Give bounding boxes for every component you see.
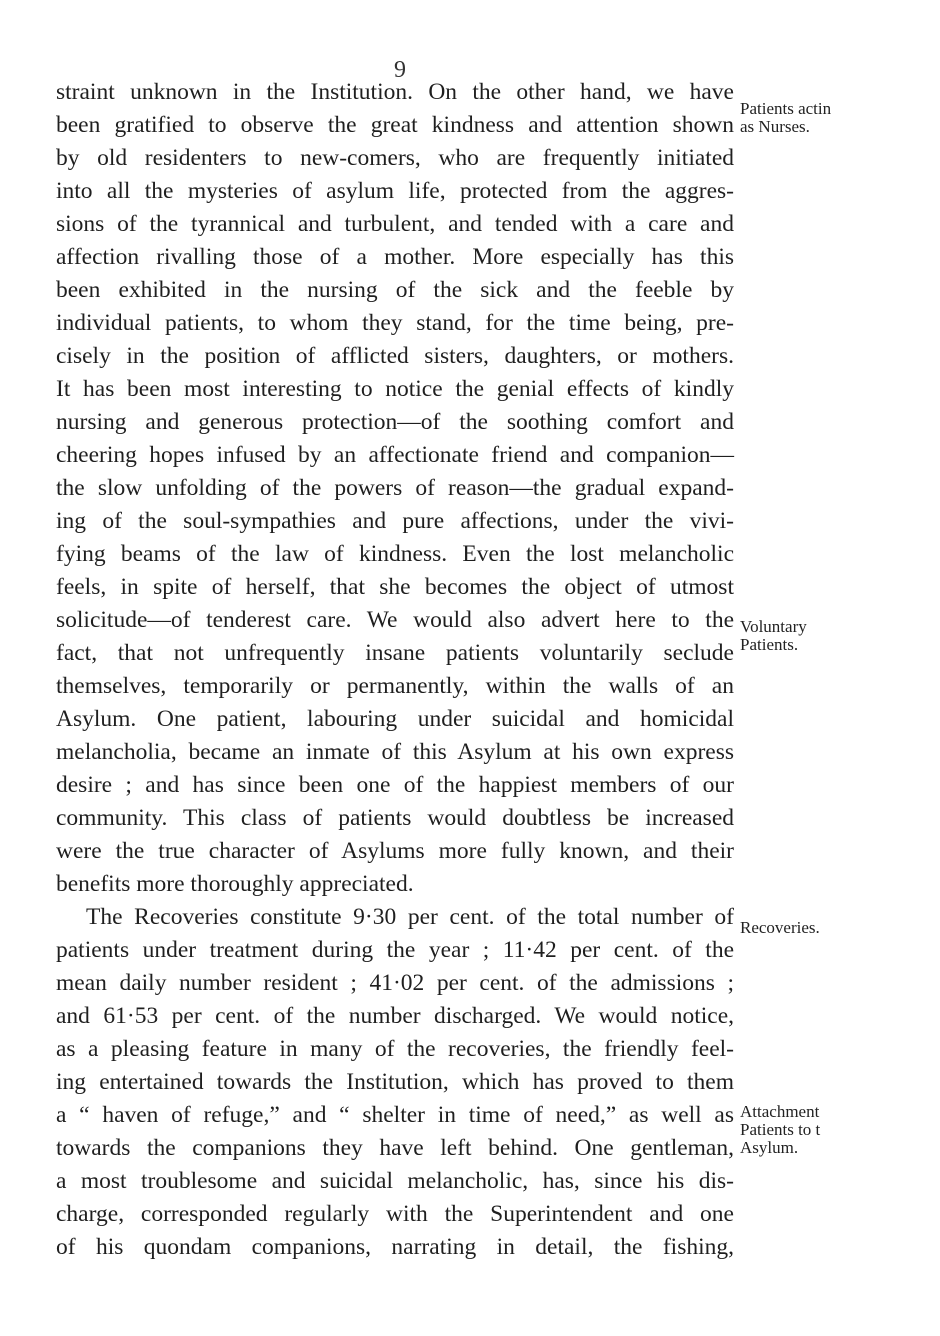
text-line: cheering hopes infused by an affectionate friend and companion— (56, 442, 734, 468)
text-line: as a pleasing feature in many of the recoveries, the friendly feel- (56, 1036, 734, 1062)
text-line: been gratified to observe the great kindness and attention shown (56, 112, 734, 138)
text-line: fact, that not unfrequently insane patients voluntarily seclude (56, 640, 734, 666)
text-line: the slow unfolding of the powers of reason—the gradual expand- (56, 475, 734, 501)
text-line: solicitude—of tenderest care. We would also advert here to the (56, 607, 734, 633)
text-line-paragraph-start: The Recoveries constitute 9·30 per cent. of the total number of (86, 904, 734, 930)
margin-note-patients-nurses: Patients actin (740, 99, 832, 118)
text-line: and 61·53 per cent. of the number discharged. We would notice, (56, 1003, 734, 1029)
text-line: mean daily number resident ; 41·02 per cent. of the admissions ; (56, 970, 734, 996)
margin-note-patients-nurses: as Nurses. (740, 117, 810, 136)
text-line: patients under treatment during the year ; 11·42 per cent. of the (56, 937, 734, 963)
text-line: nursing and generous protection—of the soothing comfort and (56, 409, 734, 435)
text-line: community. This class of patients would doubtless be increased (56, 805, 734, 831)
text-line: cisely in the position of afflicted sisters, daughters, or mothers. (56, 343, 734, 369)
text-line: desire ; and has since been one of the happiest members of our (56, 772, 734, 798)
margin-note-recoveries: Recoveries. (740, 918, 820, 937)
text-line: were the true character of Asylums more fully known, and their (56, 838, 734, 864)
text-line: Asylum. One patient, labouring under suicidal and homicidal (56, 706, 734, 732)
text-line: individual patients, to whom they stand, for the time being, pre- (56, 310, 734, 336)
page-number: 9 (394, 57, 406, 83)
text-line: a most troublesome and suicidal melancholic, has, since his dis- (56, 1168, 734, 1194)
text-line: themselves, temporarily or permanently, within the walls of an (56, 673, 734, 699)
text-line: been exhibited in the nursing of the sick and the feeble by (56, 277, 734, 303)
text-line: feels, in spite of herself, that she becomes the object of utmost (56, 574, 734, 600)
text-line: towards the companions they have left behind. One gentleman, (56, 1135, 734, 1161)
margin-note-attachment: Asylum. (740, 1138, 799, 1157)
text-line: fying beams of the law of kindness. Even the lost melancholic (56, 541, 734, 567)
text-line-paragraph-end: benefits more thoroughly appreciated. (56, 871, 414, 897)
margin-note-voluntary-patients: Voluntary (740, 617, 807, 636)
text-line: into all the mysteries of asylum life, protected from the aggres- (56, 178, 734, 204)
text-line: ing entertained towards the Institution, which has proved to them (56, 1069, 734, 1095)
text-line: of his quondam companions, narrating in detail, the fishing, (56, 1234, 734, 1260)
text-line: ing of the soul-sympathies and pure affections, under the vivi- (56, 508, 734, 534)
text-line: straint unknown in the Institution. On the other hand, we have (56, 79, 734, 105)
margin-note-attachment: Patients to t (740, 1120, 821, 1139)
text-line: a “ haven of refuge,” and “ shelter in time of need,” as well as (56, 1102, 734, 1128)
margin-notes (740, 0, 832, 1336)
text-line: sions of the tyrannical and turbulent, and tended with a care and (56, 211, 734, 237)
text-line: affection rivalling those of a mother. More especially has this (56, 244, 734, 270)
text-line: charge, corresponded regularly with the Superintendent and one (56, 1201, 734, 1227)
margin-note-voluntary-patients: Patients. (740, 635, 799, 654)
text-line: melancholia, became an inmate of this Asylum at his own express (56, 739, 734, 765)
body-text (56, 76, 734, 1264)
text-line: It has been most interesting to notice the genial effects of kindly (56, 376, 734, 402)
text-line: by old residenters to new-comers, who are frequently initiated (56, 145, 734, 171)
margin-note-attachment: Attachment (740, 1102, 820, 1121)
